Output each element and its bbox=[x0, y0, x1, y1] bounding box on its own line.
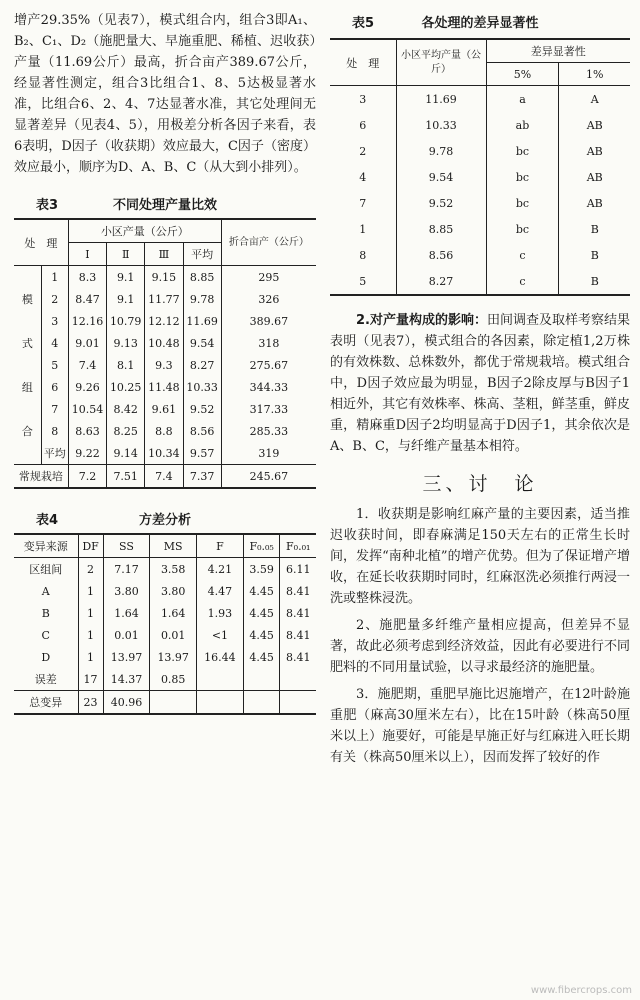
t3-cell: 11.77 bbox=[145, 288, 183, 310]
table-row bbox=[330, 112, 630, 138]
table-row bbox=[14, 310, 316, 332]
t3-mu: 326 bbox=[258, 292, 280, 306]
t4-cell: 8.41 bbox=[285, 650, 311, 664]
t5-h-sig: 差异显著性 bbox=[486, 39, 630, 63]
t4-cell: 3.80 bbox=[103, 580, 150, 602]
table-row bbox=[14, 266, 316, 289]
t4-cell: 4.45 bbox=[243, 646, 280, 668]
t4-cell: 40.96 bbox=[103, 691, 150, 715]
t4-header: 变异来源 bbox=[14, 534, 78, 558]
t3-group-label: 组 bbox=[14, 376, 41, 398]
table3-number: 表3 bbox=[36, 198, 59, 213]
t4-cell: 13.97 bbox=[150, 646, 197, 668]
t3-cell: 8.56 bbox=[183, 420, 221, 442]
t3-cell: 8.42 bbox=[107, 398, 145, 420]
t3-cell: 9.1 bbox=[107, 266, 145, 289]
t4-cell bbox=[243, 691, 280, 715]
t3-cell: 11.48 bbox=[145, 376, 183, 398]
t3-cell: 8.1 bbox=[107, 354, 145, 376]
table-row bbox=[14, 558, 316, 581]
t3-group-label: 式 bbox=[14, 332, 41, 354]
t4-header: SS bbox=[103, 534, 150, 558]
t4-cell: 14.37 bbox=[103, 668, 150, 691]
t3-treat-id: 3 bbox=[41, 310, 68, 332]
t3-cell: 9.61 bbox=[145, 398, 183, 420]
t4-cell bbox=[197, 691, 244, 715]
t3-cell: 9.52 bbox=[183, 398, 221, 420]
t5-cell: A bbox=[590, 92, 599, 106]
t3-group-label: 模 bbox=[14, 288, 41, 310]
t5-cell: bc bbox=[486, 164, 559, 190]
table-row-conventional bbox=[14, 465, 316, 489]
section-yield-components-title: 2.对产量构成的影响： bbox=[356, 313, 487, 328]
table-row bbox=[14, 646, 316, 668]
t5-cell: c bbox=[486, 242, 559, 268]
t5-cell: bc bbox=[486, 216, 559, 242]
t4-cell: 0.01 bbox=[103, 624, 150, 646]
t3-cell: 7.37 bbox=[183, 465, 221, 489]
t4-cell: 8.41 bbox=[285, 628, 311, 642]
t5-cell: 8.27 bbox=[396, 268, 486, 295]
t3-cell: 9.14 bbox=[107, 442, 145, 465]
table-row bbox=[330, 86, 630, 113]
t3-cell: 8.3 bbox=[68, 266, 106, 289]
t5-cell: 1 bbox=[330, 216, 396, 242]
t4-cell: 8.41 bbox=[285, 584, 311, 598]
table-row bbox=[330, 216, 630, 242]
table-row bbox=[14, 420, 316, 442]
t4-cell: 1.64 bbox=[150, 602, 197, 624]
table3-title: 不同处理产量比效 bbox=[112, 198, 217, 213]
t3-cell: 9.78 bbox=[183, 288, 221, 310]
t5-cell: 2 bbox=[330, 138, 396, 164]
t4-cell: B bbox=[14, 602, 78, 624]
t3-cell: 9.26 bbox=[68, 376, 106, 398]
section-yield-components bbox=[330, 310, 630, 457]
t3-cell: 12.12 bbox=[145, 310, 183, 332]
table-row bbox=[14, 332, 316, 354]
t5-cell: c bbox=[486, 268, 559, 295]
t4-header: MS bbox=[150, 534, 197, 558]
t3-cell: 9.01 bbox=[68, 332, 106, 354]
t3-cell: 10.34 bbox=[145, 442, 183, 465]
table3-caption bbox=[14, 194, 316, 214]
table4-caption bbox=[14, 509, 316, 529]
t5-cell: a bbox=[486, 86, 559, 113]
t3-h-plot: 小区产量（公斤） bbox=[68, 219, 221, 243]
t4-cell: 0.85 bbox=[150, 668, 197, 691]
t3-mu: 295 bbox=[258, 270, 280, 284]
t4-header: F₀.₀₁ bbox=[286, 539, 311, 553]
t4-cell: 4.45 bbox=[243, 602, 280, 624]
t5-cell: 10.33 bbox=[396, 112, 486, 138]
paragraph-results: 增产29.35%（见表7），模式组合内，组合3即A₁、B₂、C₁、D₂（施肥量大、早施重肥、稀植、迟收获）产量（11.69公斤）最高，折合亩产389.67公斤，经显著性测定，组合3比组合1、8、5达极显著水准，比组合6、2、4、7达显著水准，其它处理间无显著差异（见表4、5），用极差分析各因子来看，表6表明，D因子（收获期）效应最大，C因子（密度）效应最小，顺序为D、A、B、C（从大到小排列）。 bbox=[14, 13, 316, 175]
discussion-heading: 三、讨 论 bbox=[422, 473, 538, 495]
t4-cell: 1 bbox=[78, 646, 103, 668]
t3-mu: 318 bbox=[258, 336, 280, 350]
discussion-point-1: 1．收获期是影响红麻产量的主要因素，适当推迟收获时间，即春麻满足150天左右的正常生长时间，发挥“南种北植”的增产优势。但为了保证增产增收，在延长收获期时同时，红麻沤洗必须推行两浸一洗或整株浸洗。 bbox=[330, 507, 630, 606]
t4-cell: 3.80 bbox=[150, 580, 197, 602]
t5-cell: 6 bbox=[330, 112, 396, 138]
t3-cell: 7.4 bbox=[68, 354, 106, 376]
t3-treat-id: 7 bbox=[41, 398, 68, 420]
t5-cell: AB bbox=[586, 118, 603, 132]
t3-cell: 9.3 bbox=[145, 354, 183, 376]
t5-cell: 8.85 bbox=[396, 216, 486, 242]
table-row bbox=[14, 354, 316, 376]
t3-cell: 7.4 bbox=[145, 465, 183, 489]
t4-cell bbox=[280, 668, 316, 691]
t3-cell: 8.63 bbox=[68, 420, 106, 442]
t3-cell: 8.8 bbox=[145, 420, 183, 442]
t4-header: F bbox=[197, 534, 244, 558]
t4-cell bbox=[150, 691, 197, 715]
t4-cell: 1 bbox=[78, 624, 103, 646]
t3-cell: 7.51 bbox=[107, 465, 145, 489]
t4-cell: 23 bbox=[78, 691, 103, 715]
t3-mu: 285.33 bbox=[249, 424, 289, 438]
t4-cell bbox=[280, 691, 316, 715]
table4-number: 表4 bbox=[36, 513, 59, 528]
table-row bbox=[330, 242, 630, 268]
t5-cell: 9.54 bbox=[396, 164, 486, 190]
t5-h-5: 5% bbox=[486, 63, 559, 86]
t4-cell: 4.47 bbox=[197, 580, 244, 602]
t4-cell: 1 bbox=[78, 602, 103, 624]
t5-cell: 9.78 bbox=[396, 138, 486, 164]
t3-mu: 275.67 bbox=[249, 358, 289, 372]
t4-cell: 13.97 bbox=[103, 646, 150, 668]
table5 bbox=[330, 38, 630, 296]
t4-cell: A bbox=[14, 580, 78, 602]
table-row bbox=[14, 668, 316, 691]
t3-h-treat: 处 理 bbox=[14, 219, 68, 266]
t3-rep-header: Ⅱ bbox=[107, 243, 145, 266]
left-column bbox=[14, 0, 316, 715]
t3-mu: 389.67 bbox=[249, 314, 289, 328]
t4-cell: <1 bbox=[197, 624, 244, 646]
t3-group-label bbox=[14, 398, 41, 420]
t3-conv-label: 常规栽培 bbox=[14, 465, 68, 489]
t4-cell: 1.64 bbox=[103, 602, 150, 624]
t5-cell: 3 bbox=[330, 86, 396, 113]
t4-cell: 误差 bbox=[14, 668, 78, 691]
t3-h-mu: 折合亩产（公斤） bbox=[228, 237, 309, 248]
t3-cell: 9.1 bbox=[107, 288, 145, 310]
t4-header: DF bbox=[78, 534, 103, 558]
t4-cell: 6.11 bbox=[285, 562, 311, 576]
discussion-point-3: 3．施肥期，重肥早施比迟施增产，在12叶龄施重肥（麻高30厘米左右），比在15叶龄（株高50厘米以上）施要好，可能是早施正好与红麻进入旺长期有关（株高50厘米以上），因而发挥了较好的作 bbox=[330, 687, 630, 765]
t4-header: F₀.₀₅ bbox=[243, 534, 280, 558]
t3-rep-header: 平均 bbox=[183, 243, 221, 266]
t4-cell: 7.17 bbox=[103, 558, 150, 581]
t5-cell: 8.56 bbox=[396, 242, 486, 268]
table-row bbox=[330, 268, 630, 295]
t3-treat-id: 平均 bbox=[41, 442, 68, 465]
t5-h-mean: 小区平均产量（公斤） bbox=[396, 39, 486, 86]
section-yield-components-body: 田间调查及取样考察结果表明（见表7），模式组合的各因素，除定植1,2万株的有效株数、总株数外，都优于常规栽培。模式组合中，D因子效应最为明显，B因子2除皮厚与B因子1相近外，其它有效株率、株高、茎粗，鲜茎重，鲜皮重，精麻重D因子2均明显高于D因子1，其余依次是A、B、C，与纤维产量基本相符。 bbox=[330, 313, 630, 454]
table-row bbox=[14, 288, 316, 310]
t3-mu: 319 bbox=[258, 446, 280, 460]
t3-cell: 7.2 bbox=[68, 465, 106, 489]
t3-mu: 344.33 bbox=[249, 380, 289, 394]
t3-treat-id: 6 bbox=[41, 376, 68, 398]
t3-cell: 10.48 bbox=[145, 332, 183, 354]
t4-cell: 0.01 bbox=[150, 624, 197, 646]
t5-cell: 8 bbox=[330, 242, 396, 268]
t4-cell bbox=[243, 668, 280, 691]
t4-cell: 17 bbox=[78, 668, 103, 691]
t3-cell: 9.54 bbox=[183, 332, 221, 354]
t3-cell: 9.57 bbox=[183, 442, 221, 465]
table4-title: 方差分析 bbox=[138, 513, 191, 528]
t4-cell: 总变异 bbox=[14, 691, 78, 715]
t3-mu: 245.67 bbox=[249, 469, 289, 483]
t3-treat-id: 1 bbox=[41, 266, 68, 289]
t4-cell: 1 bbox=[78, 580, 103, 602]
t5-cell: AB bbox=[586, 196, 603, 210]
t3-group-label bbox=[14, 354, 41, 376]
t4-cell: C bbox=[14, 624, 78, 646]
t4-cell: 3.59 bbox=[243, 558, 280, 581]
t4-cell: D bbox=[14, 646, 78, 668]
t3-cell: 12.16 bbox=[68, 310, 106, 332]
t5-cell: B bbox=[590, 274, 599, 288]
t4-cell: 8.41 bbox=[285, 606, 311, 620]
t5-h-1: 1% bbox=[586, 67, 604, 81]
t5-cell: AB bbox=[586, 144, 603, 158]
t3-treat-id: 5 bbox=[41, 354, 68, 376]
table5-number: 表5 bbox=[352, 16, 375, 31]
t5-cell: 5 bbox=[330, 268, 396, 295]
t5-cell: AB bbox=[586, 170, 603, 184]
t5-cell: 4 bbox=[330, 164, 396, 190]
t5-cell: ab bbox=[486, 112, 559, 138]
t3-group-label bbox=[14, 442, 41, 465]
t3-cell: 9.15 bbox=[145, 266, 183, 289]
t3-group-label bbox=[14, 310, 41, 332]
t4-cell: 区组间 bbox=[14, 558, 78, 581]
watermark: www.fibercrops.com bbox=[530, 985, 632, 996]
t5-cell: 11.69 bbox=[396, 86, 486, 113]
table-row bbox=[14, 602, 316, 624]
t3-treat-id: 4 bbox=[41, 332, 68, 354]
t4-cell: 4.45 bbox=[243, 624, 280, 646]
t3-group-label: 合 bbox=[14, 420, 41, 442]
t3-cell: 10.54 bbox=[68, 398, 106, 420]
t5-cell: 7 bbox=[330, 190, 396, 216]
t3-cell: 8.25 bbox=[107, 420, 145, 442]
t5-cell: 9.52 bbox=[396, 190, 486, 216]
t3-cell: 9.22 bbox=[68, 442, 106, 465]
t5-cell: bc bbox=[486, 190, 559, 216]
table-row bbox=[14, 398, 316, 420]
table-row bbox=[330, 190, 630, 216]
t3-cell: 10.79 bbox=[107, 310, 145, 332]
t3-mu: 317.33 bbox=[249, 402, 289, 416]
t3-cell: 11.69 bbox=[183, 310, 221, 332]
t3-treat-id: 8 bbox=[41, 420, 68, 442]
t4-cell: 16.44 bbox=[197, 646, 244, 668]
table3 bbox=[14, 218, 316, 489]
right-column bbox=[330, 0, 630, 768]
t5-cell: B bbox=[590, 222, 599, 236]
discussion-point-2: 2、施肥量多纤维产量相应提高，但差异不显著，故此必须考虑到经济效益，因此有必要进行不同肥料的不同用量试验，以寻求最经济的施肥量。 bbox=[330, 618, 630, 675]
table-row bbox=[14, 624, 316, 646]
table-row bbox=[14, 376, 316, 398]
t5-cell: bc bbox=[486, 138, 559, 164]
t3-cell: 8.85 bbox=[183, 266, 221, 289]
t3-cell: 10.25 bbox=[107, 376, 145, 398]
t3-treat-id: 2 bbox=[41, 288, 68, 310]
t3-cell: 8.47 bbox=[68, 288, 106, 310]
t4-cell: 3.58 bbox=[150, 558, 197, 581]
t3-cell: 8.27 bbox=[183, 354, 221, 376]
t4-cell: 2 bbox=[78, 558, 103, 581]
t4-cell bbox=[197, 668, 244, 691]
t3-cell: 10.33 bbox=[183, 376, 221, 398]
t4-cell: 4.21 bbox=[197, 558, 244, 581]
table5-title: 各处理的差异显著性 bbox=[421, 16, 539, 31]
t5-h-treat: 处 理 bbox=[330, 39, 396, 86]
t3-rep-header: Ⅲ bbox=[145, 243, 183, 266]
t3-cell: 9.13 bbox=[107, 332, 145, 354]
table-row bbox=[14, 580, 316, 602]
t5-cell: B bbox=[590, 248, 599, 262]
t4-cell: 4.45 bbox=[243, 580, 280, 602]
table-row bbox=[330, 138, 630, 164]
t3-group-label bbox=[14, 266, 41, 289]
table4 bbox=[14, 533, 316, 715]
table-row bbox=[14, 691, 316, 715]
t3-rep-header: Ⅰ bbox=[68, 243, 106, 266]
table-row bbox=[330, 164, 630, 190]
table-row bbox=[14, 442, 316, 465]
t4-cell: 1.93 bbox=[197, 602, 244, 624]
table5-caption bbox=[330, 12, 630, 32]
